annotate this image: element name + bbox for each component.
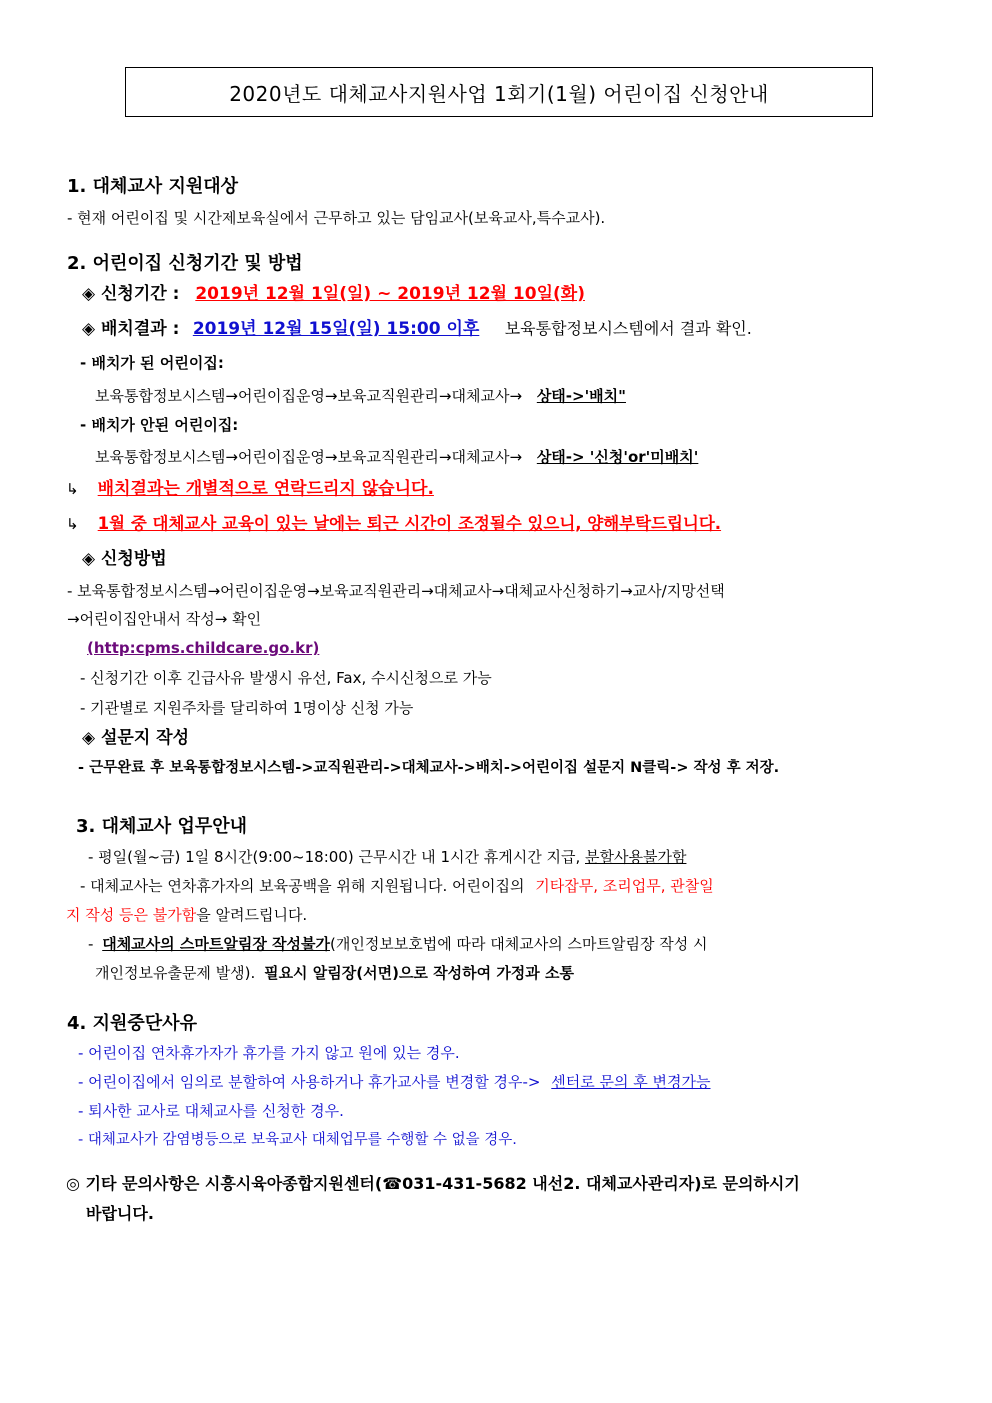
s4-line1: - 어린이집 연차휴가자가 휴가를 가지 않고 원에 있는 경우. [78,1044,460,1062]
s3-line4-dash: - [88,935,94,953]
placed-path: 보육통합정보시스템→어린이집운영→보육교직원관리→대체교사→ [95,387,523,405]
placed-status: 상태->'배치" [536,387,626,405]
section1-heading: 1. 대체교사 지원대상 [67,176,238,197]
placed-row [95,389,626,404]
s4-line2-emph: 센터로 문의 후 변경가능 [551,1073,711,1091]
notice1-row [66,481,434,498]
footer-line2: 바랍니다. [86,1204,154,1223]
s3-line2 [80,879,714,894]
footer-line1: ◎ 기타 문의사항은 시흥시육아종합지원센터(☎031-431-5682 내선2. 대체교사관리자)로 문의하시기 [66,1174,800,1193]
method-line1: - 보육통합정보시스템→어린이집운영→보육교직원관리→대체교사→대체교사신청하기→교사/지망선택 [67,582,725,600]
result-label: ◈ 배치결과 : [82,319,180,339]
arrow-hook-icon: ↳ [66,515,79,533]
result-value: 2019년 12월 15일(일) 15:00 이후 [192,319,480,339]
method-heading: ◈ 신청방법 [82,549,167,569]
section2-heading: 2. 어린이집 신청기간 및 방법 [67,253,303,274]
notice2-row [66,516,721,533]
s3-line4 [88,937,707,952]
s3-line2-emph: 기타잡무, 조리업무, 관찰일 [535,877,714,895]
page-title: 2020년도 대체교사지원사업 1회기(1월) 어린이집 신청안내 [125,67,873,117]
s4-line2 [78,1075,711,1090]
placed-heading: - 배치가 된 어린이집: [80,354,224,372]
period-row [82,286,585,303]
s3-line1-text: - 평일(월~금) 1일 8시간(9:00~18:00) 근무시간 내 1시간 휴게시간 지급, [88,848,581,866]
arrow-hook-icon: ↳ [66,480,79,498]
s3-line5 [95,966,574,981]
s4-line4: - 대체교사가 감염병등으로 보육교사 대체업무를 수행할 수 없을 경우. [78,1132,517,1148]
s3-line4-emph: 대체교사의 스마트알림장 작성불가 [102,935,330,953]
notice2: 1월 중 대체교사 교육이 있는 날에는 퇴근 시간이 조정될수 있으니, 양해부탁드립니다. [97,514,722,533]
method-note2: - 기관별로 지원주차를 달리하여 1명이상 신청 가능 [80,699,414,717]
notice1: 배치결과는 개별적으로 연락드리지 않습니다. [97,479,434,499]
unplaced-row [95,450,698,465]
result-tail: 보육통합정보시스템에서 결과 확인. [504,319,752,338]
section3-heading: 3. 대체교사 업무안내 [76,816,247,837]
s3-line2-text: - 대체교사는 연차휴가자의 보육공백을 위해 지원됩니다. 어린이집의 [80,877,525,895]
unplaced-status: 상태-> '신청'or'미배치' [536,448,699,466]
s3-line3-emph: 지 작성 등은 불가함 [66,906,197,924]
s4-line3: - 퇴사한 교사로 대체교사를 신청한 경우. [78,1102,344,1120]
s3-line4-text: (개인정보보호법에 따라 대체교사의 스마트알림장 작성 시 [330,935,708,953]
s3-line5-emph: 필요시 알림장(서면)으로 작성하여 가정과 소통 [264,964,574,982]
s3-line5-text: 개인정보유출문제 발생). [95,964,256,982]
unplaced-heading: - 배치가 안된 어린이집: [80,416,239,434]
method-url[interactable]: (http:cpms.childcare.go.kr) [87,639,320,657]
s3-line3 [66,908,307,923]
period-value: 2019년 12월 1일(일) ~ 2019년 12월 10일(화) [195,284,585,304]
method-line2: →어린이집안내서 작성→ 확인 [67,610,262,628]
survey-line: - 근무완료 후 보육통합정보시스템->교직원관리->대체교사->배치->어린이집 설문지 N클릭-> 작성 후 저장. [78,760,780,776]
s4-line2-text: - 어린이집에서 임의로 분할하여 사용하거나 휴가교사를 변경할 경우-> [78,1073,541,1091]
result-row [82,321,752,338]
section1-line: - 현재 어린이집 및 시간제보육실에서 근무하고 있는 담임교사(보육교사,특수교사). [67,209,606,227]
survey-heading: ◈ 설문지 작성 [82,728,190,748]
unplaced-path: 보육통합정보시스템→어린이집운영→보육교직원관리→대체교사→ [95,448,523,466]
s3-line1 [88,850,686,865]
s3-line3-text: 을 알려드립니다. [196,906,308,924]
section4-heading: 4. 지원중단사유 [67,1013,197,1034]
period-label: ◈ 신청기간 : [82,284,180,304]
method-note1: - 신청기간 이후 긴급사유 발생시 유선, Fax, 수시신청으로 가능 [80,669,492,687]
s3-line1-emph: 분할사용불가함 [585,848,687,866]
